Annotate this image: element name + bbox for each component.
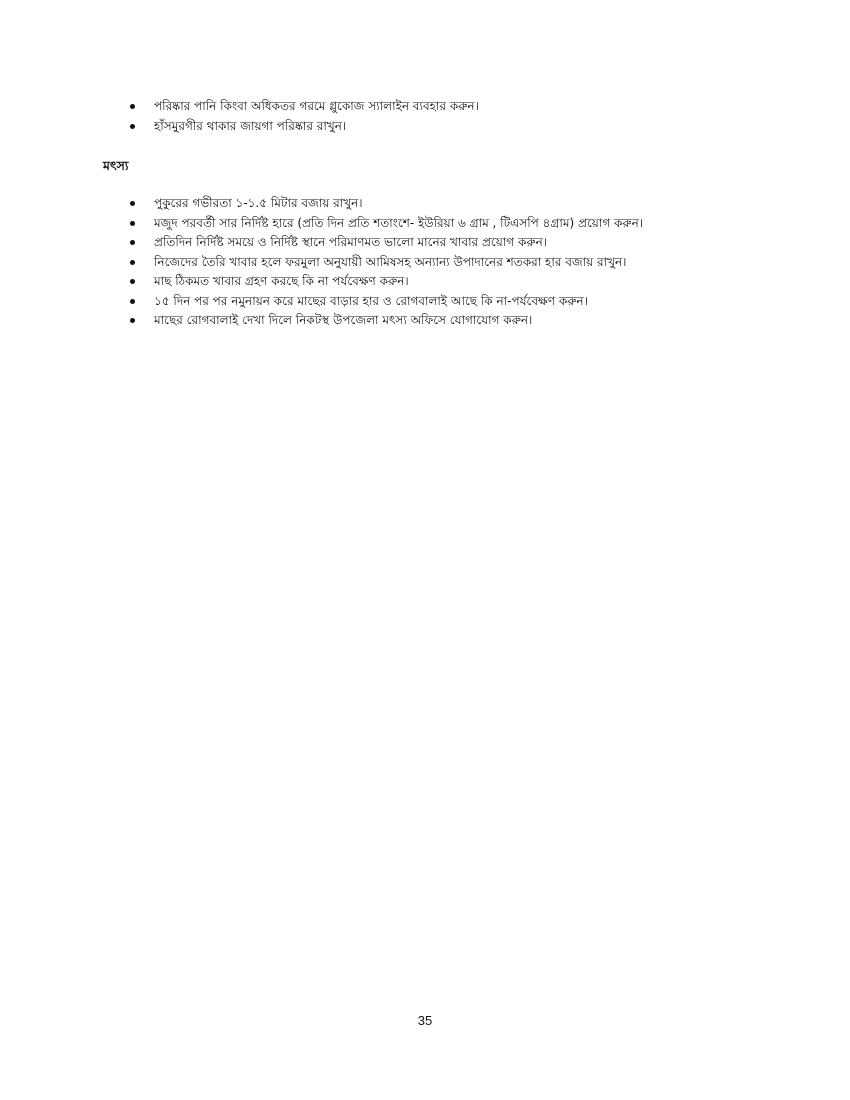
fish-tips-list [130,194,750,331]
list-item-text: ১৫ দিন পর পর নমুনায়ন করে মাছের বাড়ার হার ও রোগবালাই আছে কি না-পর্যবেক্ষণ করুন। [154,293,588,308]
bullet-icon [130,201,135,206]
bullet-icon [130,240,135,245]
page-number: 35 [417,1013,433,1028]
list-item-text: মাছের রোগবালাই দেখা দিলে নিকটস্থ উপজেলা মৎস্য অফিসে যোগাযোগ করুন। [154,313,533,327]
list-item [130,311,750,331]
bullet-icon [130,124,135,129]
list-item [130,272,750,292]
list-item [130,233,750,253]
list-item [130,292,750,312]
bullet-icon [130,260,135,265]
list-item [130,253,750,273]
list-item-text: মজুদ পরবর্তী সার নির্দিষ্ট হারে (প্রতি দিন প্রতি শতাংশে- ইউরিয়া ৬ গ্রাম , টিএসপি ৪গ্রাম) প্রয়োগ করুন। [154,215,644,230]
list-item [130,214,750,234]
bullet-icon [130,104,135,109]
bullet-icon [130,279,135,284]
bullet-icon [130,318,135,323]
section-heading-fish: মৎস্য [103,158,129,173]
list-item-text: প্রতিদিন নির্দিষ্ট সময়ে ও নির্দিষ্ট স্থানে পরিমাণমত ভালো মানের খাবার প্রয়োগ করুন। [154,235,548,249]
list-item-text: নিজেদের তৈরি খাবার হলে ফরমুলা অনুযায়ী আমিষসহ অন্যান্য উপাদানের শতকরা হার বজায় রাখুন। [154,254,627,269]
list-item [130,117,750,137]
poultry-tips-list [130,97,750,136]
list-item [130,194,750,214]
list-item-text: পুকুরের গভীরতা ১-১.৫ মিটার বজায় রাখুন। [154,196,363,210]
list-item-text: হাঁসমুরগীর থাকার জায়গা পরিষ্কার রাখুন। [154,118,347,133]
list-item-text: মাছ ঠিকমত খাবার গ্রহণ করছে কি না পর্যবেক্ষণ করুন। [154,274,409,288]
list-item-text: পরিষ্কার পানি কিংবা অধিকতর গরমে গ্লুকোজ স্যালাইন ব্যবহার করুন। [154,99,479,113]
bullet-icon [130,299,135,304]
list-item [130,97,750,117]
bullet-icon [130,221,135,226]
